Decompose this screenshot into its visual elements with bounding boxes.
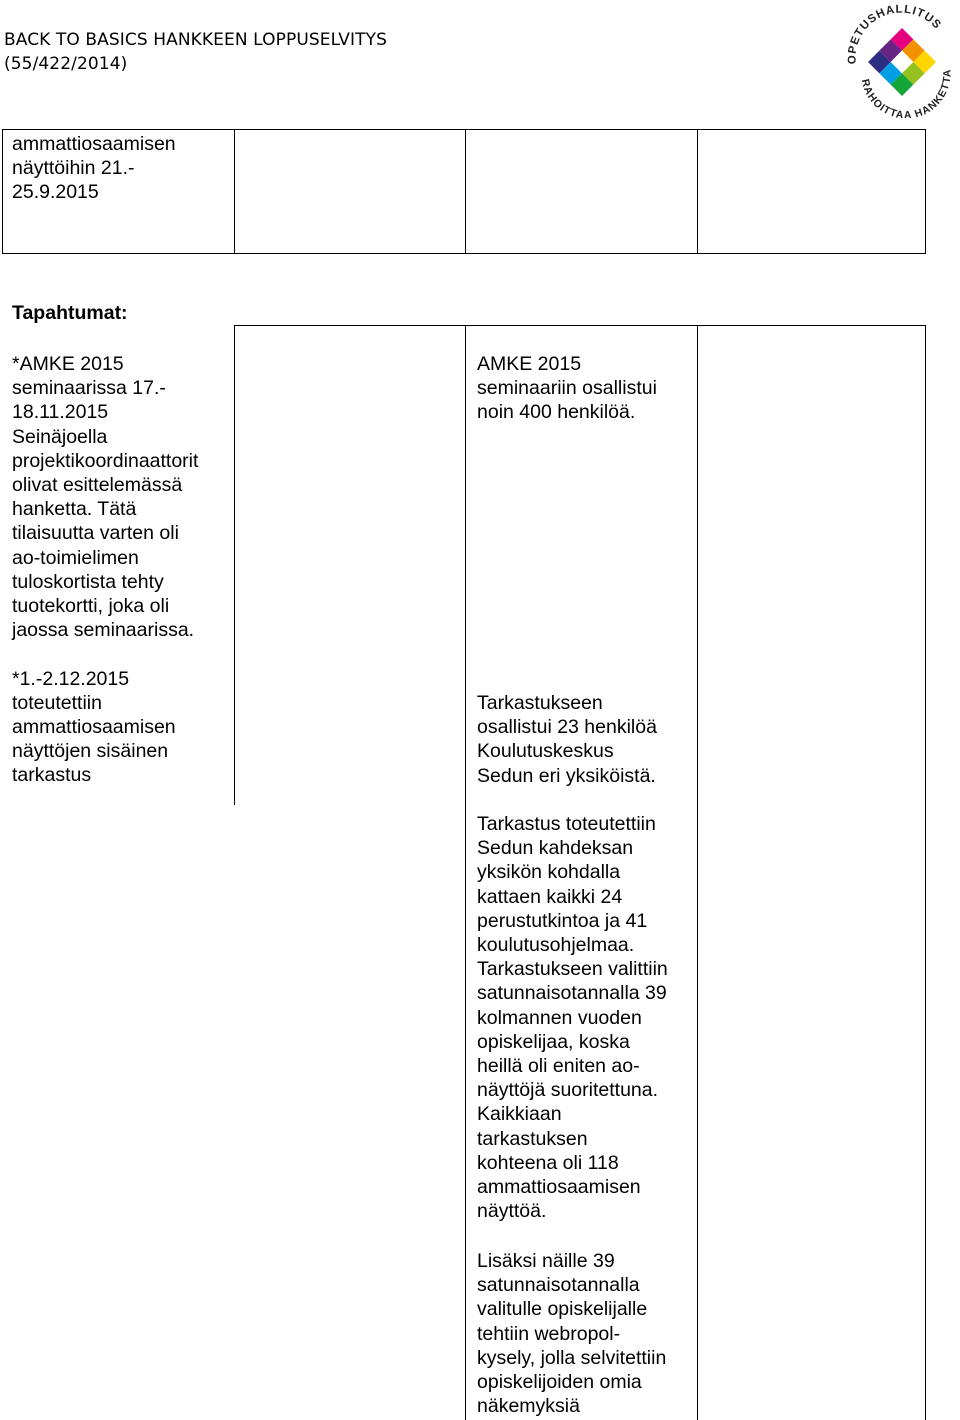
opetushallitus-logo [842, 2, 958, 118]
document-number: (55/422/2014) [4, 54, 128, 74]
logo-top-text: OPETUSHALLITUS [846, 3, 944, 65]
logo-diamond-icon [868, 28, 936, 96]
results-block-participants: Tarkastukseen osallistui 23 henkilöä Koulutuskeskus Sedun eri yksiköistä. [477, 692, 657, 787]
document-header [4, 28, 387, 76]
results-block-inspection: Tarkastus toteutettiin Sedun kahdeksan yksikön kohdalla kattaen kaikki 24 perustutkintoa ja 41 koulutusohjelmaa. Tarkastukseen valittiin satunnaisotannalla 39 kolmannen vuoden opiskelijaa, koska heillä oli eniten ao- näyttöjä suoritettuna. Kaikkiaan tarkastuksen kohteena oli 118 ammattiosaamisen näyttöä. [477, 813, 668, 1223]
section-heading: Tapahtumat: [12, 302, 128, 324]
events-description: *AMKE 2015 seminaarissa 17.- 18.11.2015 Seinäjoella projektikoordinaattorit olivat esittelemässä hanketta. Tätä tilaisuutta varten oli ao-toimielimen tuloskortista tehty tuotekortti, joka oli jaossa seminaarissa. *1.-2.12.2015 toteutettiin ammattiosaamisen näyttöjen sisäinen tarkastus [12, 353, 199, 787]
logo-bottom-text: RAHOITTAA HANKETTA [858, 68, 954, 118]
top-table-cell-text: ammattiosaamisen näyttöihin 21.- 25.9.2015 [12, 133, 176, 204]
document-title: BACK TO BASICS HANKKEEN LOPPUSELVITYS [4, 30, 388, 50]
results-block-seminar: AMKE 2015 seminaariin osallistui noin 400 henkilöä. [477, 353, 657, 424]
results-block-survey: Lisäksi näille 39 satunnaisotannalla valitulle opiskelijalle tehtiin webropol- kysely, jolla selvitettiin opiskelijoiden omia näkemyksiä [477, 1250, 667, 1418]
